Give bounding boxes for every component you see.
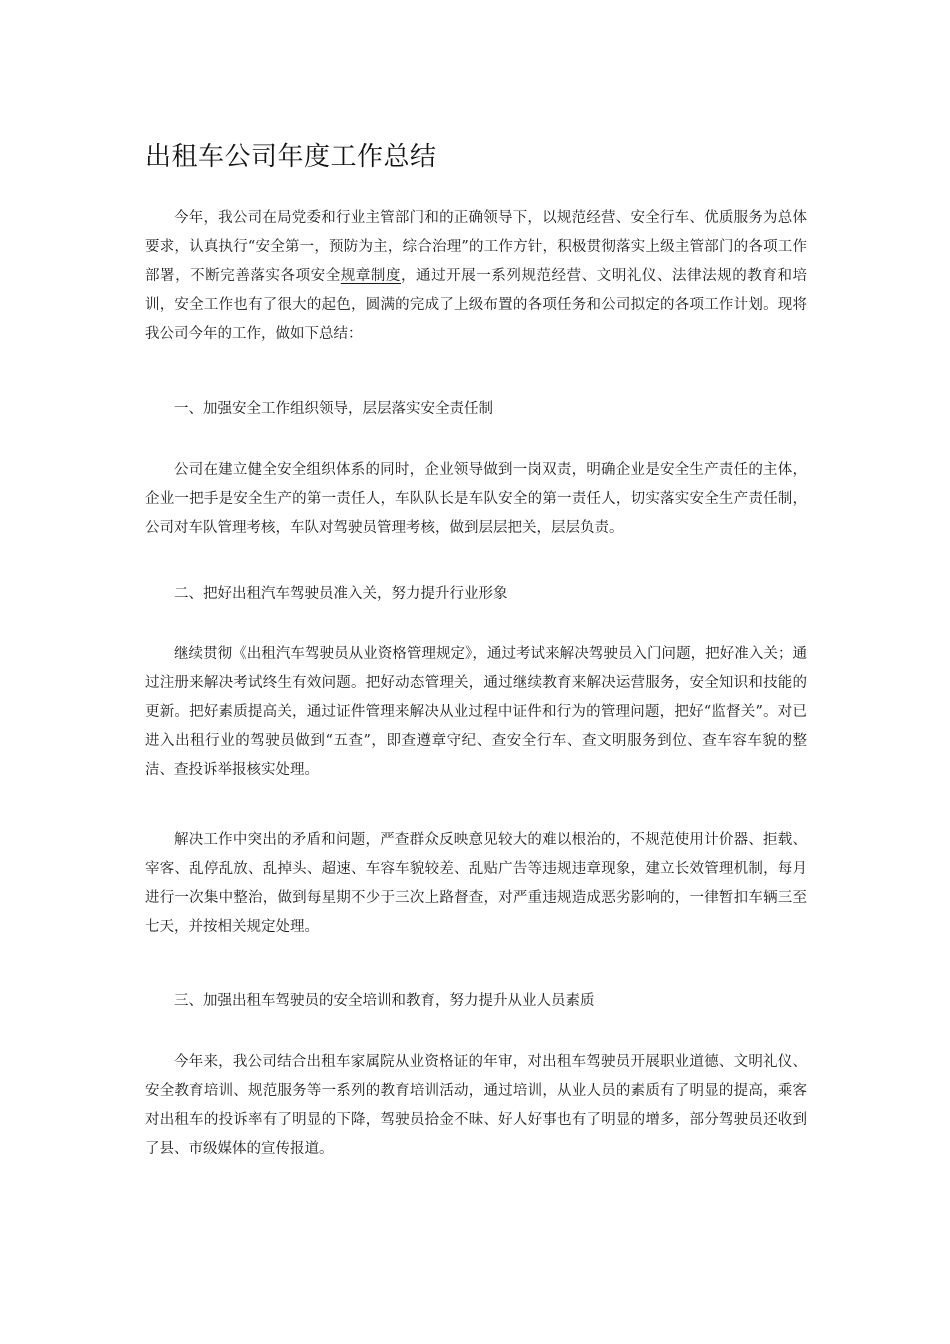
section-1-paragraph: 公司在建立健全安全组织体系的同时，企业领导做到一岗双责，明确企业是安全生产责任的主体，企业一把手是安全生产的第一责任人，车队队长是车队安全的第一责任人，切实落实安全生产责任制，公司对车队管理考核，车队对驾驶员管理考核，做到层层把关，层层负责。	[145, 462, 807, 536]
intro-text-after-link: ，通过开展一系列规范经营、文明礼仪、法律法规的教育和培训，安全工作也有了很大的起色，圆满的完成了上级布置的各项任务和公司拟定的各项工作计划。现将我公司今年的工作，做如下总结：	[145, 268, 808, 342]
section-3-heading: 三、加强出租车驾驶员的安全培训和教育，努力提升从业人员素质	[174, 993, 595, 1009]
intro-text-before-link: 今年，我公司在局党委和行业主管部门和的正确领导下，以规范经营、安全行车、优质服务为总体要求，认真执行“安全第一，预防为主，综合治理”的工作方针，积极贯彻落实上级主管部门的各项工作部署，不断完善落实各项安全	[145, 210, 807, 284]
section-2-heading: 二、把好出租汽车驾驶员准入关，努力提升行业形象	[174, 586, 508, 602]
document-title: 出租车公司年度工作总结	[145, 142, 437, 172]
intro-paragraph	[145, 204, 807, 349]
section-2-paragraph-1: 继续贯彻《出租汽车驾驶员从业资格管理规定》，通过考试来解决驾驶员入门问题，把好准入关；通过注册来解决考试终生有效问题。把好动态管理关，通过继续教育来解决运营服务，安全知识和技能的更新。把好素质提高关，通过证件管理来解决从业过程中证件和行为的管理问题，把好“监督关”。对已进入出租行业的驾驶员做到“五查”，即查遵章守纪、查安全行车、查文明服务到位、查车容车貌的整洁、查投诉举报核实处理。	[145, 646, 807, 778]
section-1-heading: 一、加强安全工作组织领导，层层落实安全责任制	[174, 401, 493, 417]
rules-link[interactable]: 规章制度	[340, 268, 401, 284]
section-2-paragraph-2: 解决工作中突出的矛盾和问题，严查群众反映意见较大的难以根治的，不规范使用计价器、拒载、宰客、乱停乱放、乱掉头、超速、车容车貌较差、乱贴广告等违规违章现象，建立长效管理机制，每月进行一次集中整治，做到每星期不少于三次上路督查，对严重违规造成恶劣影响的，一律暂扣车辆三至七天，并按相关规定处理。	[145, 832, 807, 935]
section-3-paragraph: 今年来，我公司结合出租车家属院从业资格证的年审，对出租车驾驶员开展职业道德、文明礼仪、安全教育培训、规范服务等一系列的教育培训活动，通过培训，从业人员的素质有了明显的提高，乘客对出租车的投诉率有了明显的下降，驾驶员拾金不昧、好人好事也有了明显的增多，部分驾驶员还收到了县、市级媒体的宣传报道。	[145, 1054, 807, 1157]
